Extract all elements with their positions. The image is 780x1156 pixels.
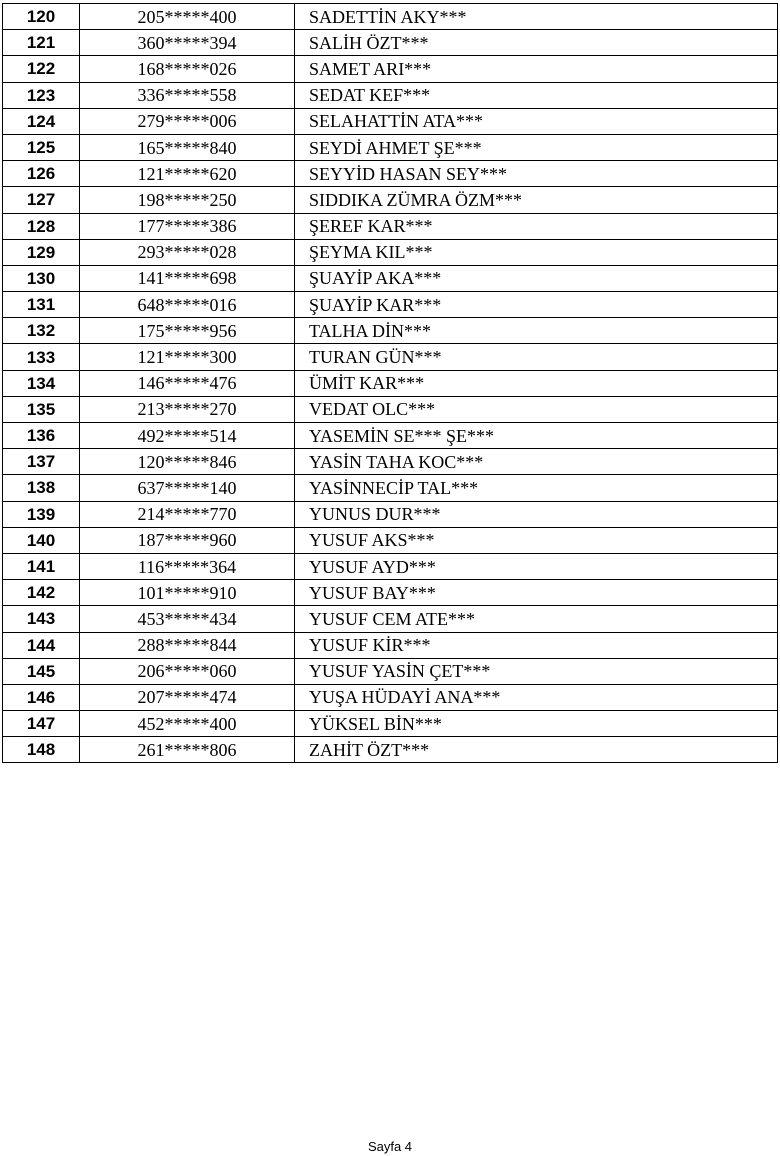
person-name: ŞUAYİP AKA*** xyxy=(295,265,778,291)
masked-id: 360*****394 xyxy=(80,30,295,56)
masked-id: 146*****476 xyxy=(80,370,295,396)
masked-id: 187*****960 xyxy=(80,527,295,553)
person-name: YASİNNECİP TAL*** xyxy=(295,475,778,501)
table-row xyxy=(3,213,778,239)
masked-id: 293*****028 xyxy=(80,239,295,265)
person-name: SIDDIKA ZÜMRA ÖZM*** xyxy=(295,187,778,213)
masked-id: 101*****910 xyxy=(80,580,295,606)
masked-id: 637*****140 xyxy=(80,475,295,501)
table-row xyxy=(3,30,778,56)
person-name: SALİH ÖZT*** xyxy=(295,30,778,56)
table-row xyxy=(3,527,778,553)
person-name: YUŞA HÜDAYİ ANA*** xyxy=(295,684,778,710)
row-number: 141 xyxy=(3,553,80,579)
row-number: 136 xyxy=(3,423,80,449)
table-row xyxy=(3,423,778,449)
masked-id: 261*****806 xyxy=(80,737,295,763)
table-row xyxy=(3,344,778,370)
row-number: 143 xyxy=(3,606,80,632)
row-number: 138 xyxy=(3,475,80,501)
person-name: SEDAT KEF*** xyxy=(295,82,778,108)
row-number: 125 xyxy=(3,134,80,160)
table-body xyxy=(3,4,778,763)
masked-id: 121*****620 xyxy=(80,161,295,187)
masked-id: 205*****400 xyxy=(80,4,295,30)
masked-id: 452*****400 xyxy=(80,711,295,737)
table-row xyxy=(3,684,778,710)
row-number: 128 xyxy=(3,213,80,239)
table-row xyxy=(3,632,778,658)
masked-id: 288*****844 xyxy=(80,632,295,658)
table-row xyxy=(3,82,778,108)
masked-id: 175*****956 xyxy=(80,318,295,344)
table-row xyxy=(3,606,778,632)
person-name: YUSUF KİR*** xyxy=(295,632,778,658)
masked-id: 206*****060 xyxy=(80,658,295,684)
masked-id: 177*****386 xyxy=(80,213,295,239)
table-row xyxy=(3,318,778,344)
row-number: 130 xyxy=(3,265,80,291)
person-name: ŞUAYİP KAR*** xyxy=(295,292,778,318)
person-name: SEYYİD HASAN SEY*** xyxy=(295,161,778,187)
person-name: VEDAT OLC*** xyxy=(295,396,778,422)
row-number: 142 xyxy=(3,580,80,606)
table-row xyxy=(3,161,778,187)
person-name: YUSUF CEM ATE*** xyxy=(295,606,778,632)
row-number: 134 xyxy=(3,370,80,396)
person-name: YASİN TAHA KOC*** xyxy=(295,449,778,475)
table-row xyxy=(3,187,778,213)
person-name: YUSUF BAY*** xyxy=(295,580,778,606)
row-number: 129 xyxy=(3,239,80,265)
table-row xyxy=(3,553,778,579)
masked-id: 336*****558 xyxy=(80,82,295,108)
person-name: YUNUS DUR*** xyxy=(295,501,778,527)
row-number: 123 xyxy=(3,82,80,108)
masked-id: 121*****300 xyxy=(80,344,295,370)
person-name: SELAHATTİN ATA*** xyxy=(295,108,778,134)
row-number: 148 xyxy=(3,737,80,763)
masked-id: 116*****364 xyxy=(80,553,295,579)
person-name: TALHA DİN*** xyxy=(295,318,778,344)
masked-id: 492*****514 xyxy=(80,423,295,449)
row-number: 121 xyxy=(3,30,80,56)
masked-id: 648*****016 xyxy=(80,292,295,318)
table-row xyxy=(3,396,778,422)
masked-id: 168*****026 xyxy=(80,56,295,82)
table-row xyxy=(3,580,778,606)
masked-id: 213*****270 xyxy=(80,396,295,422)
row-number: 131 xyxy=(3,292,80,318)
person-name: ZAHİT ÖZT*** xyxy=(295,737,778,763)
row-number: 132 xyxy=(3,318,80,344)
row-number: 133 xyxy=(3,344,80,370)
row-number: 127 xyxy=(3,187,80,213)
table-row xyxy=(3,475,778,501)
masked-id: 165*****840 xyxy=(80,134,295,160)
table-row xyxy=(3,370,778,396)
table-row xyxy=(3,658,778,684)
table-row xyxy=(3,4,778,30)
masked-id: 279*****006 xyxy=(80,108,295,134)
row-number: 126 xyxy=(3,161,80,187)
person-name: SAMET ARI*** xyxy=(295,56,778,82)
person-name: ŞEREF KAR*** xyxy=(295,213,778,239)
row-number: 139 xyxy=(3,501,80,527)
person-name: YUSUF AKS*** xyxy=(295,527,778,553)
person-name: SADETTİN AKY*** xyxy=(295,4,778,30)
table-row xyxy=(3,108,778,134)
table-row xyxy=(3,239,778,265)
masked-id: 120*****846 xyxy=(80,449,295,475)
person-name: YÜKSEL BİN*** xyxy=(295,711,778,737)
table-row xyxy=(3,134,778,160)
table-row xyxy=(3,265,778,291)
table-row xyxy=(3,292,778,318)
table-row xyxy=(3,501,778,527)
row-number: 146 xyxy=(3,684,80,710)
table-row xyxy=(3,711,778,737)
participant-table xyxy=(2,3,778,763)
masked-id: 198*****250 xyxy=(80,187,295,213)
person-name: ŞEYMA KIL*** xyxy=(295,239,778,265)
row-number: 124 xyxy=(3,108,80,134)
row-number: 140 xyxy=(3,527,80,553)
row-number: 122 xyxy=(3,56,80,82)
row-number: 120 xyxy=(3,4,80,30)
person-name: YASEMİN SE*** ŞE*** xyxy=(295,423,778,449)
table-row xyxy=(3,449,778,475)
person-name: YUSUF YASİN ÇET*** xyxy=(295,658,778,684)
masked-id: 207*****474 xyxy=(80,684,295,710)
person-name: TURAN GÜN*** xyxy=(295,344,778,370)
person-name: ÜMİT KAR*** xyxy=(295,370,778,396)
masked-id: 453*****434 xyxy=(80,606,295,632)
person-name: SEYDİ AHMET ŞE*** xyxy=(295,134,778,160)
row-number: 137 xyxy=(3,449,80,475)
masked-id: 214*****770 xyxy=(80,501,295,527)
table-row xyxy=(3,737,778,763)
row-number: 145 xyxy=(3,658,80,684)
row-number: 135 xyxy=(3,396,80,422)
row-number: 147 xyxy=(3,711,80,737)
person-name: YUSUF AYD*** xyxy=(295,553,778,579)
table-row xyxy=(3,56,778,82)
masked-id: 141*****698 xyxy=(80,265,295,291)
row-number: 144 xyxy=(3,632,80,658)
page-number: Sayfa 4 xyxy=(367,1139,413,1154)
